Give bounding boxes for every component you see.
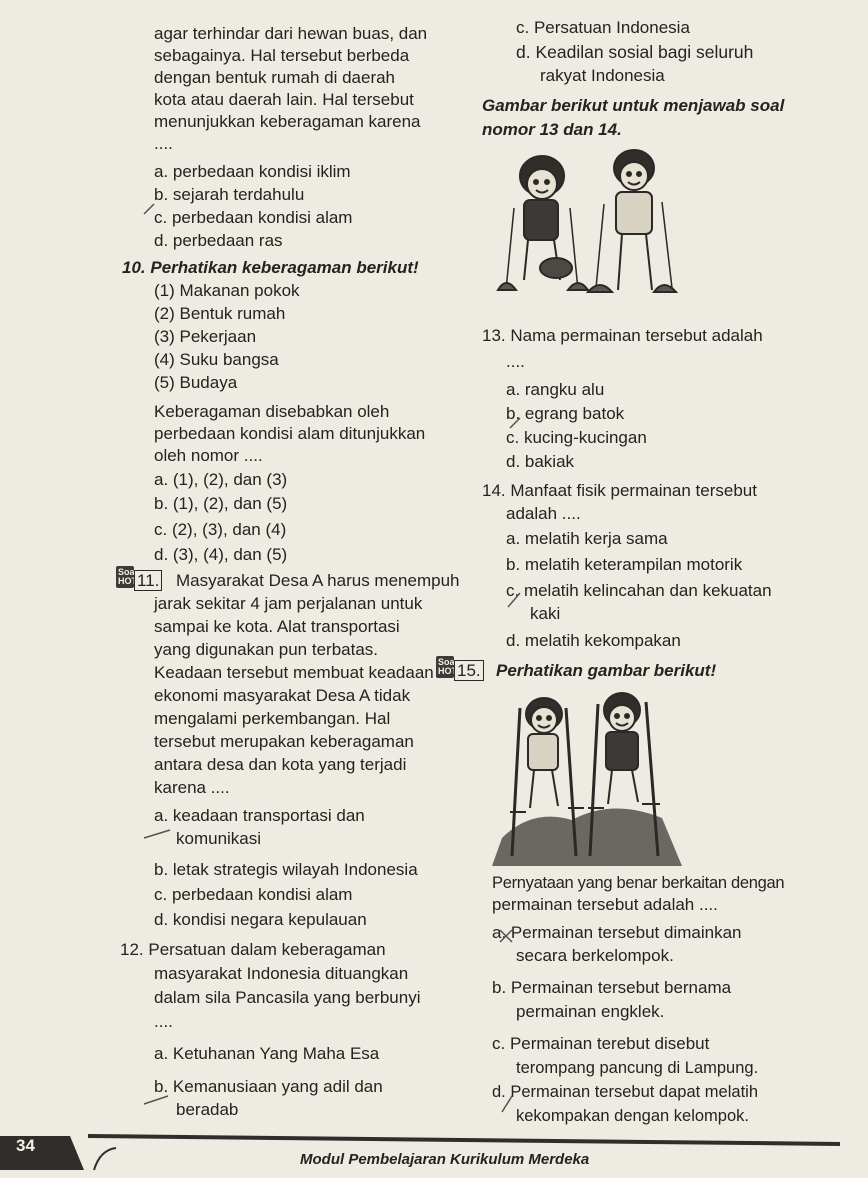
egrang-batok-illustration	[484, 140, 704, 320]
q9-stem-line-5: menunjukkan keberagaman karena	[154, 112, 421, 131]
q10-option-d[interactable]: d. (3), (4), dan (5)	[154, 545, 288, 564]
q15-option-d[interactable]: d. Permainan tersebut dapat melatih	[492, 1083, 758, 1101]
q12-stem-line-2: masyarakat Indonesia dituangkan	[154, 964, 409, 983]
q11-option-d[interactable]: d. kondisi negara kepulauan	[154, 910, 367, 929]
egrang-bambu-illustration	[492, 688, 692, 866]
q9-option-d[interactable]: d. perbedaan ras	[154, 231, 283, 250]
q9-stem-line-2: sebagainya. Hal tersebut berbeda	[154, 46, 410, 65]
q10-item-3: (3) Pekerjaan	[154, 327, 257, 346]
q13-option-c[interactable]: c. kucing-kucingan	[506, 428, 647, 447]
q13-stem-line-2: ....	[506, 352, 525, 371]
q9-option-a[interactable]: a. perbedaan kondisi iklim	[154, 162, 351, 181]
q11-stem-line-1: jarak sekitar 4 jam perjalanan untuk	[154, 594, 423, 613]
q11-number	[134, 571, 162, 591]
q11-option-a[interactable]: a. keadaan transportasi dan	[154, 806, 365, 825]
q15-number-box: 15.	[454, 660, 484, 681]
image-instruction-line-1: Gambar berikut untuk menjawab soal	[482, 96, 785, 115]
q15-option-c-cont[interactable]: terompang pancung di Lampung.	[516, 1059, 759, 1077]
answer-mark-icon	[140, 200, 170, 220]
q13-option-b[interactable]: b. egrang batok	[506, 404, 625, 423]
q14-option-c[interactable]: c. melatih kelincahan dan kekuatan	[506, 581, 772, 600]
q9-stem-line-1: agar terhindar dari hewan buas, dan	[154, 24, 428, 43]
q15-title: Perhatikan gambar berikut!	[496, 661, 717, 680]
q12-stem-line-4: ....	[154, 1012, 173, 1031]
hots-badge-q15: Soal HOTS	[438, 657, 464, 676]
q10-item-2: (2) Bentuk rumah	[154, 304, 286, 323]
q11-option-b[interactable]: b. letak strategis wilayah Indonesia	[154, 860, 418, 879]
q10-item-5: (5) Budaya	[154, 373, 238, 392]
q9-option-b[interactable]: b. sejarah terdahulu	[154, 185, 305, 204]
q14-option-b[interactable]: b. melatih keterampilan motorik	[506, 555, 743, 574]
q15-option-a[interactable]: a. Permainan tersebut dimainkan	[492, 923, 742, 942]
q9-stem-line-4: kota atau daerah lain. Hal tersebut	[154, 90, 414, 109]
q11-stem-first: Masyarakat Desa A harus menempuh	[176, 571, 460, 590]
q11-option-a-cont[interactable]: komunikasi	[176, 829, 262, 848]
q11-stem-line-4: Keadaan tersebut membuat keadaan	[154, 663, 434, 682]
q14-option-c-cont[interactable]: kaki	[530, 604, 561, 623]
q13-option-d[interactable]: d. bakiak	[506, 452, 575, 471]
q11-option-c[interactable]: c. perbedaan kondisi alam	[154, 885, 353, 904]
answer-mark-icon	[496, 926, 520, 946]
q14-option-d[interactable]: d. melatih kekompakan	[506, 631, 681, 650]
answer-mark-icon	[508, 412, 538, 432]
answer-mark-icon	[140, 826, 180, 842]
q9-option-d-right-cont[interactable]: rakyat Indonesia	[540, 66, 665, 85]
hots-badge-q11: Soal HOTS	[118, 567, 144, 586]
q11-stem-line-9: karena ....	[154, 778, 230, 797]
page-number: 34	[16, 1136, 35, 1155]
q9-option-c[interactable]: c. perbedaan kondisi alam	[154, 208, 353, 227]
q11-number-box: 11.	[134, 570, 162, 591]
q12-stem-line-3: dalam sila Pancasila yang berbunyi	[154, 988, 421, 1007]
q15-option-a-cont[interactable]: secara berkelompok.	[516, 946, 674, 965]
q10-stem-line-2: perbedaan kondisi alam ditunjukkan	[154, 424, 426, 443]
q14-stem-line-2: adalah ....	[506, 504, 581, 523]
q9-option-c-right[interactable]: c. Persatuan Indonesia	[516, 18, 690, 37]
q11-stem-line-3: yang digunakan pun terbatas.	[154, 640, 379, 659]
q15-stem-line-1: Pernyataan yang benar berkaitan dengan	[492, 874, 785, 892]
q10-item-4: (4) Suku bangsa	[154, 350, 279, 369]
image-instruction-line-2: nomor 13 dan 14.	[482, 120, 622, 139]
q9-stem-line-6: ....	[154, 134, 173, 153]
q15-option-b[interactable]: b. Permainan tersebut bernama	[492, 978, 732, 997]
q10-option-c[interactable]: c. (2), (3), dan (4)	[154, 520, 287, 539]
q15-option-d-cont[interactable]: kekompakan dengan kelompok.	[516, 1107, 749, 1125]
answer-mark-icon	[498, 1092, 522, 1116]
answer-mark-icon	[502, 587, 532, 611]
answer-mark-icon	[140, 1092, 180, 1108]
q10-stem-line-3: oleh nomor ....	[154, 446, 263, 465]
q12-option-a[interactable]: a. Ketuhanan Yang Maha Esa	[154, 1044, 380, 1063]
q15-number	[454, 661, 484, 681]
q13-stem-line-1: 13. Nama permainan tersebut adalah	[482, 326, 763, 345]
q10-stem-line-1: Keberagaman disebabkan oleh	[154, 402, 390, 421]
q15-option-b-cont[interactable]: permainan engklek.	[516, 1002, 665, 1021]
q15-stem-line-2: permainan tersebut adalah ....	[492, 895, 718, 914]
q12-stem-line-1: 12. Persatuan dalam keberagaman	[120, 940, 386, 959]
q11-stem-line-6: mengalami perkembangan. Hal	[154, 709, 391, 728]
book-title: Modul Pembelajaran Kurikulum Merdeka	[300, 1151, 590, 1168]
q12-option-b-cont[interactable]: beradab	[176, 1100, 239, 1119]
q10-option-a[interactable]: a. (1), (2), dan (3)	[154, 470, 288, 489]
q11-stem-line-8: antara desa dan kota yang terjadi	[154, 755, 407, 774]
q14-option-a[interactable]: a. melatih kerja sama	[506, 529, 668, 548]
q10-title: 10. Perhatikan keberagaman berikut!	[122, 258, 419, 277]
q10-item-1: (1) Makanan pokok	[154, 281, 300, 300]
q11-stem-line-5: ekonomi masyarakat Desa A tidak	[154, 686, 411, 705]
q10-option-b[interactable]: b. (1), (2), dan (5)	[154, 494, 288, 513]
q9-stem-line-3: dengan bentuk rumah di daerah	[154, 68, 396, 87]
q9-option-d-right[interactable]: d. Keadilan sosial bagi seluruh	[516, 42, 754, 62]
q14-stem-line-1: 14. Manfaat fisik permainan tersebut	[482, 481, 757, 500]
q13-option-a[interactable]: a. rangku alu	[506, 380, 605, 399]
q15-option-c[interactable]: c. Permainan terebut disebut	[492, 1034, 710, 1053]
q11-stem-line-7: tersebut merupakan keberagaman	[154, 732, 414, 751]
q12-option-b[interactable]: b. Kemanusiaan yang adil dan	[154, 1077, 383, 1096]
q11-stem-line-2: sampai ke kota. Alat transportasi	[154, 617, 400, 636]
